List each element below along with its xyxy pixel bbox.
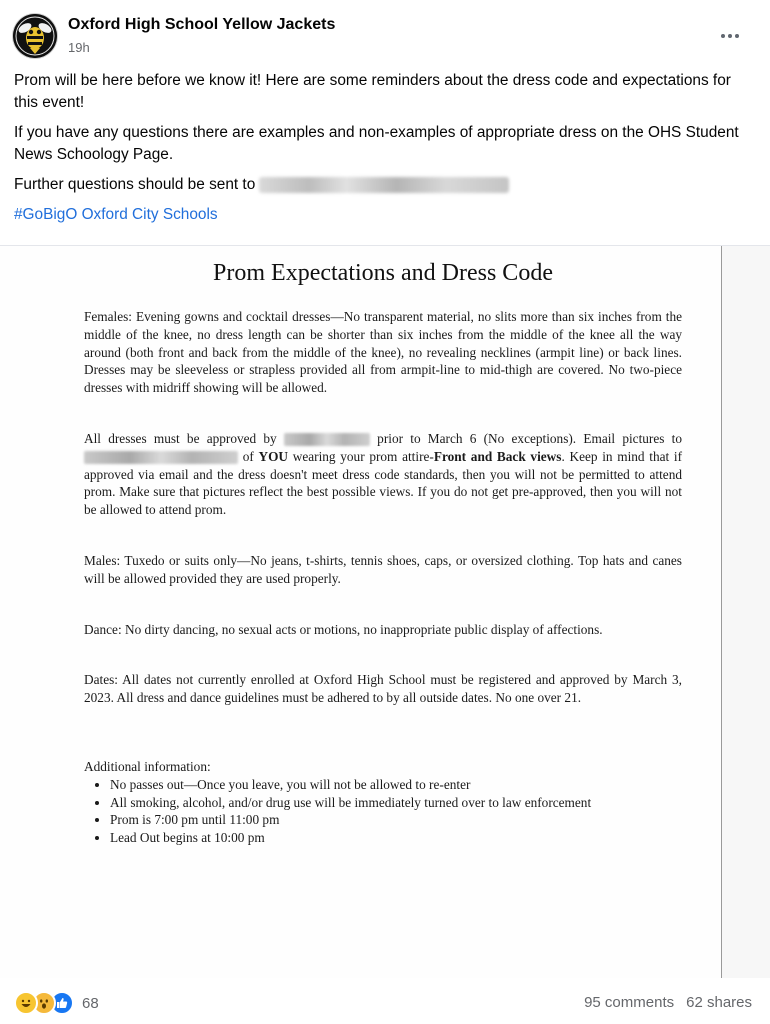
doc-females: Females: Evening gowns and cocktail dresses—No transparent material, no slits more than six inches from the middle of the knee, no dress length can be shorter than six inches from the middle of the knee all the way around (both front and back from the middle of the knee), no revealing necklines (armpit line) or back lines. Dresses may be sleeveless or strapless provided all from armpit-line to mid-thigh are covered. No two-piece dresses with midriff showing will be allowed. — [84, 309, 682, 396]
caption-hashtags[interactable]: #GoBigO Oxford City Schools — [14, 206, 218, 223]
doc-additional-list — [84, 776, 682, 847]
post-timestamp[interactable]: 19h — [68, 40, 90, 55]
comments-count[interactable]: 95 comments — [584, 994, 675, 1011]
list-item: • Prom is 7:00 pm until 11:00 pm — [110, 811, 682, 829]
more-options-icon[interactable] — [718, 26, 742, 46]
doc-dates: Dates: All dates not currently enrolled at Oxford High School must be registered and approved by March 3, 2023. All dress and dance guidelines must be adhered to by all outside dates. No one over 21. — [84, 672, 682, 706]
yellow-jacket-logo-icon — [13, 14, 57, 58]
post-header — [0, 0, 770, 66]
caption-contact-text: Further questions should be sent to — [14, 176, 256, 193]
page-name[interactable]: Oxford High School Yellow Jackets — [68, 16, 336, 33]
caption-line-3 — [14, 174, 756, 196]
shares-count[interactable]: 62 shares — [686, 994, 752, 1011]
list-item: • No passes out—Once you leave, you will not be allowed to re-enter — [110, 776, 682, 794]
document-title: Prom Expectations and Dress Code — [213, 260, 553, 286]
caption-line-2: If you have any questions there are examples and non-examples of appropriate dress on the OHS Student News Schoology Page. — [14, 124, 739, 163]
redacted-email — [259, 177, 509, 193]
document-body — [84, 308, 682, 847]
post-image-document[interactable] — [0, 246, 770, 978]
doc-dance: Dance: No dirty dancing, no sexual acts or motions, no inappropriate public display of affections. — [84, 621, 603, 637]
caption-line-1: Prom will be here before we know it! Here are some reminders about the dress code and expectations for this event! — [14, 72, 731, 111]
redacted-name — [284, 433, 370, 446]
post-footer — [0, 980, 770, 1024]
doc-approval: All dresses must be approved by prior to March 6 (No exceptions). Email pictures to of YOU wearing your prom attire-Front and Back views. Keep in mind that if approved via email and the dress doesn't meet dress code standards, then you will not be permitted to attend prom. Make sure that pictures reflect the best possible views. If you do not get pre-approved, then you will not be allowed to attend prom. — [84, 430, 683, 518]
reaction-count: 68 — [82, 994, 99, 1012]
reactions-summary[interactable] — [14, 992, 99, 1014]
haha-reaction-icon — [14, 991, 38, 1015]
list-item: • All smoking, alcohol, and/or drug use will be immediately turned over to law enforcement — [110, 794, 682, 812]
redacted-email-doc — [84, 451, 238, 464]
post-stats — [584, 994, 752, 1011]
doc-males: Males: Tuxedo or suits only—No jeans, t-shirts, tennis shoes, caps, or oversized clothing. Top hats and canes will be allowed provided they are used properly. — [84, 552, 682, 586]
document-edge — [721, 246, 722, 978]
post-caption — [14, 70, 756, 234]
list-item: • Lead Out begins at 10:00 pm — [110, 829, 682, 847]
doc-additional-heading: Additional information: — [84, 758, 211, 774]
page-avatar[interactable] — [13, 14, 57, 58]
